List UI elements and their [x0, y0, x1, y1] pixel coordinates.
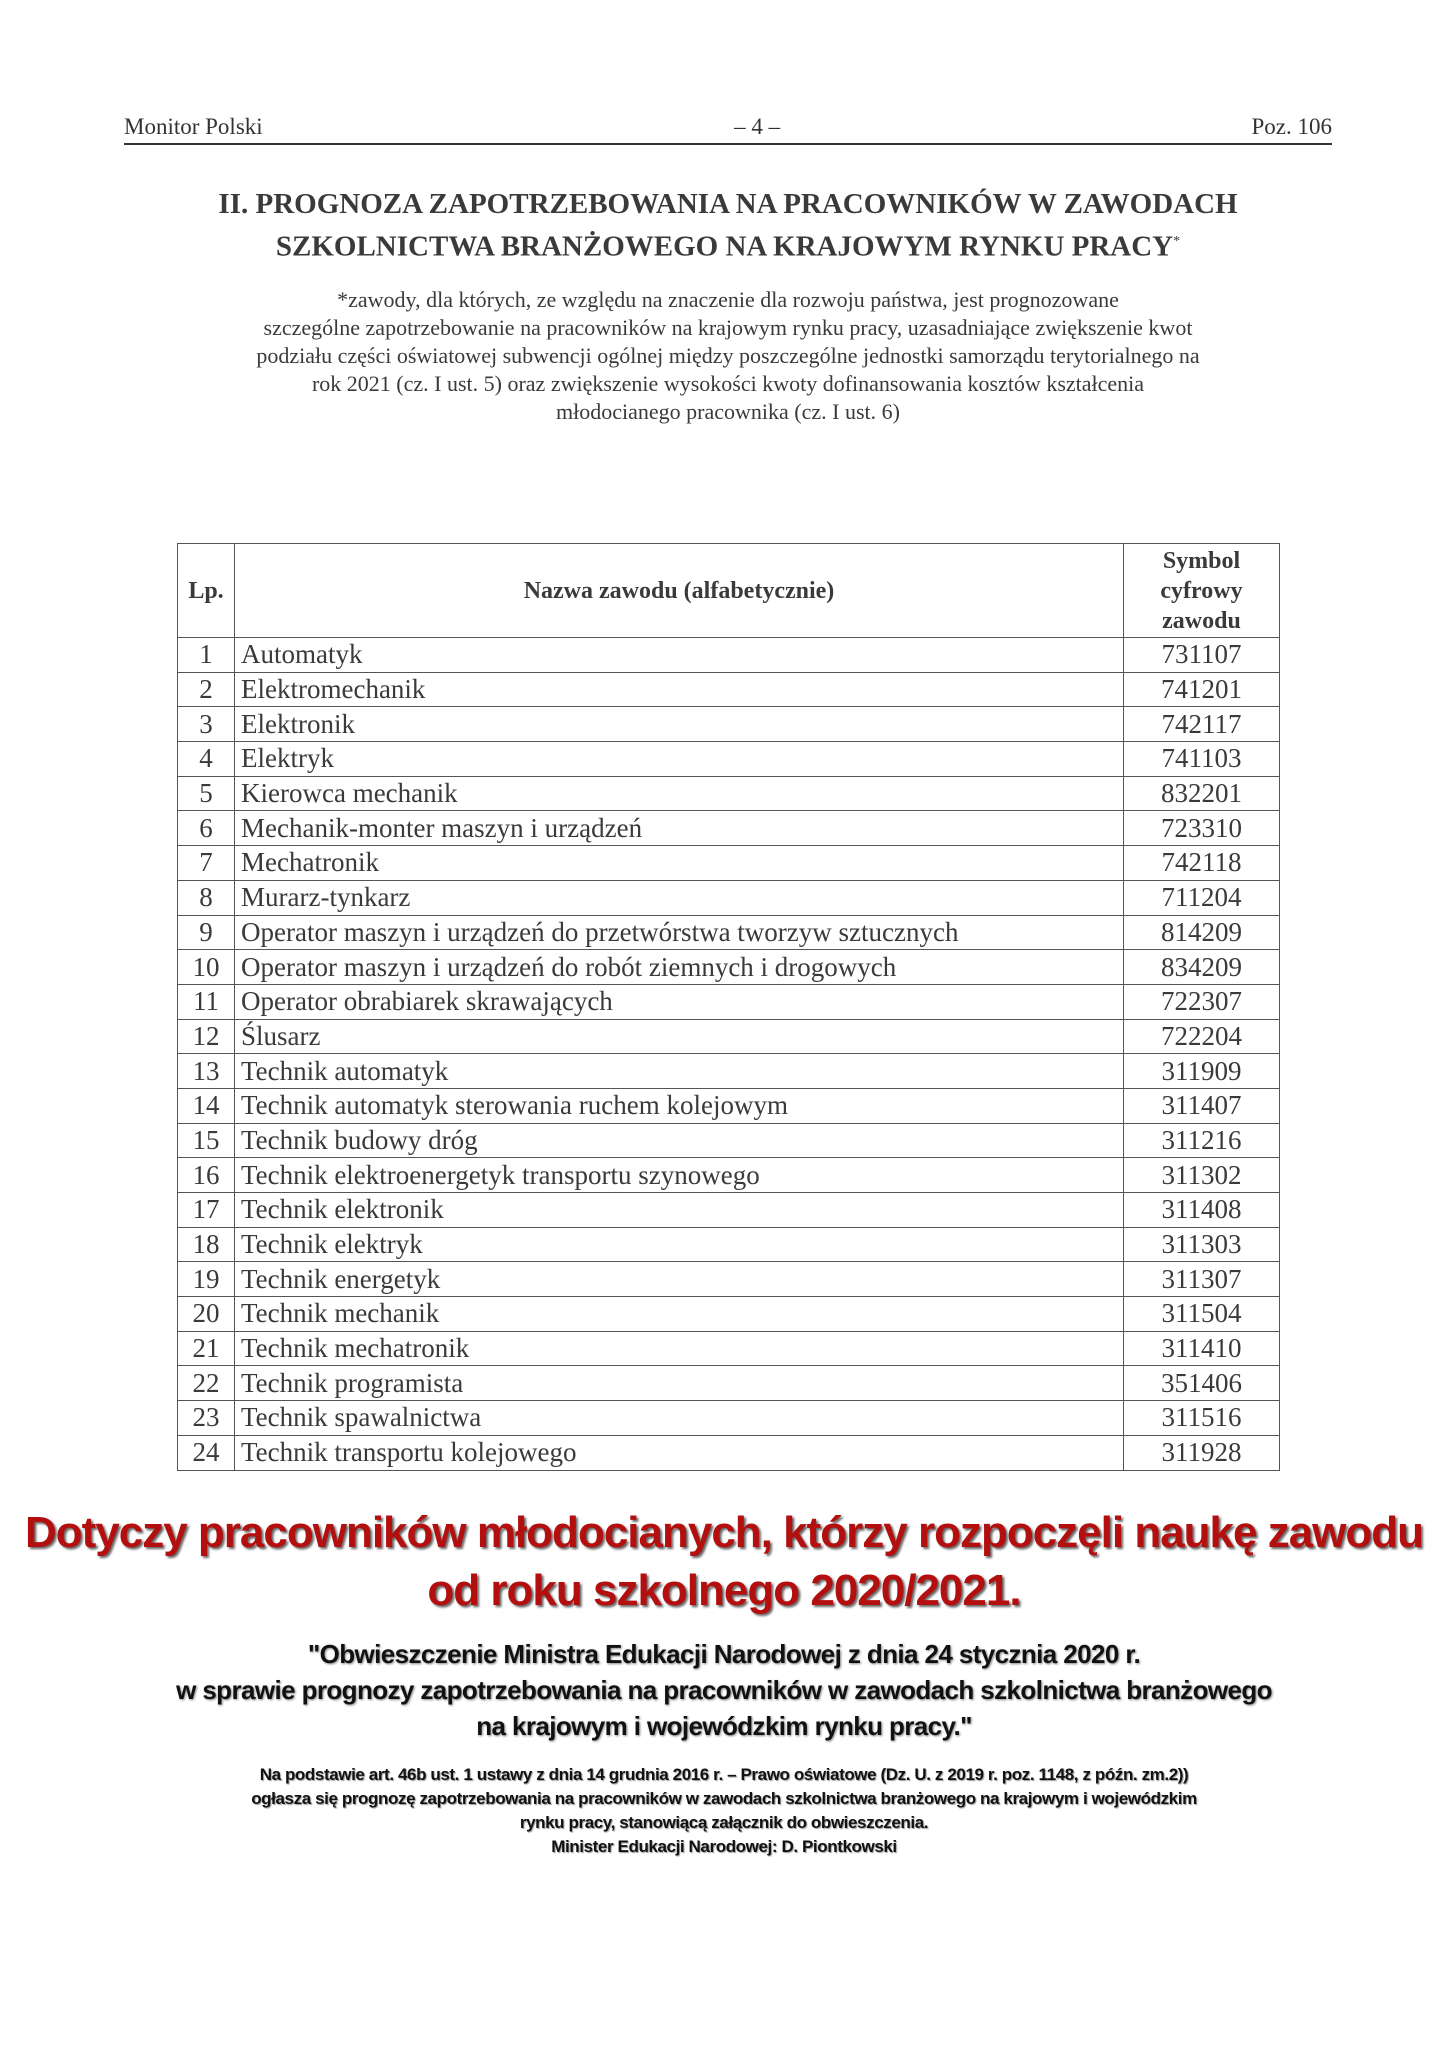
footnote-line: podziału części oświatowej subwencji ogólnej między poszczególne jednostki samorządu terytorialnego na	[256, 343, 1200, 368]
cell-lp: 3	[178, 707, 235, 742]
header-symbol	[1124, 544, 1280, 638]
cell-name: Elektronik	[235, 707, 1124, 742]
cell-symbol: 311928	[1124, 1435, 1280, 1470]
cell-lp: 9	[178, 915, 235, 950]
cell-symbol: 722204	[1124, 1019, 1280, 1054]
table-row	[178, 1227, 1280, 1262]
red-notice	[0, 1504, 1448, 1620]
cell-lp: 12	[178, 1019, 235, 1054]
header-symbol-line: cyfrowy	[1160, 577, 1243, 604]
table-row	[178, 1262, 1280, 1297]
header-lp: Lp.	[178, 544, 235, 638]
cell-name: Technik budowy dróg	[235, 1123, 1124, 1158]
cell-symbol: 814209	[1124, 915, 1280, 950]
citation-line-1: "Obwieszczenie Ministra Edukacji Narodowej z dnia 24 stycznia 2020 r.	[307, 1639, 1141, 1669]
cell-name: Operator maszyn i urządzeń do robót ziemnych i drogowych	[235, 950, 1124, 985]
cell-lp: 13	[178, 1054, 235, 1089]
cell-symbol: 731107	[1124, 638, 1280, 673]
cell-symbol: 741201	[1124, 672, 1280, 707]
cell-symbol: 742117	[1124, 707, 1280, 742]
footnote	[190, 286, 1266, 426]
professions-table	[177, 543, 1280, 1471]
table-row	[178, 1088, 1280, 1123]
table-row	[178, 1331, 1280, 1366]
page-header	[124, 114, 1332, 145]
cell-symbol: 311302	[1124, 1158, 1280, 1193]
table-row	[178, 1366, 1280, 1401]
citation-line-3: na krajowym i wojewódzkim rynku pracy."	[476, 1711, 972, 1741]
minister-signature: Minister Edukacji Narodowej: D. Piontkowski	[551, 1837, 897, 1856]
cell-name: Operator maszyn i urządzeń do przetwórstwa tworzyw sztucznych	[235, 915, 1124, 950]
position-number: Poz. 106	[1251, 114, 1332, 139]
table-row	[178, 880, 1280, 915]
cell-symbol: 311516	[1124, 1401, 1280, 1436]
page-number: – 4 –	[734, 114, 781, 139]
header-symbol-line: Symbol	[1162, 547, 1241, 574]
cell-name: Automatyk	[235, 638, 1124, 673]
cell-name: Operator obrabiarek skrawających	[235, 984, 1124, 1019]
table-row	[178, 742, 1280, 777]
cell-lp: 8	[178, 880, 235, 915]
footnote-line: *zawody, dla których, ze względu na znaczenie dla rozwoju państwa, jest prognozowane	[337, 287, 1119, 312]
footnote-line: młodocianego pracownika (cz. I ust. 6)	[556, 399, 900, 424]
cell-symbol: 832201	[1124, 776, 1280, 811]
citation-line-2: w sprawie prognozy zapotrzebowania na pracowników w zawodach szkolnictwa branżowego	[176, 1675, 1272, 1705]
cell-name: Elektromechanik	[235, 672, 1124, 707]
cell-symbol: 351406	[1124, 1366, 1280, 1401]
cell-symbol: 311407	[1124, 1088, 1280, 1123]
cell-name: Ślusarz	[235, 1019, 1124, 1054]
cell-symbol: 311303	[1124, 1227, 1280, 1262]
table-row	[178, 811, 1280, 846]
cell-lp: 2	[178, 672, 235, 707]
cell-lp: 17	[178, 1193, 235, 1228]
cell-lp: 15	[178, 1123, 235, 1158]
cell-lp: 22	[178, 1366, 235, 1401]
cell-symbol: 311216	[1124, 1123, 1280, 1158]
cell-name: Technik automatyk sterowania ruchem kolejowym	[235, 1088, 1124, 1123]
cell-symbol: 711204	[1124, 880, 1280, 915]
cell-lp: 20	[178, 1297, 235, 1332]
cell-lp: 1	[178, 638, 235, 673]
table-row	[178, 950, 1280, 985]
cell-name: Technik automatyk	[235, 1054, 1124, 1089]
cell-lp: 24	[178, 1435, 235, 1470]
table-row	[178, 1054, 1280, 1089]
cell-name: Kierowca mechanik	[235, 776, 1124, 811]
notice-line-1: Dotyczy pracowników młodocianych, którzy rozpoczęli naukę zawodu	[24, 1508, 1424, 1557]
cell-symbol: 722307	[1124, 984, 1280, 1019]
cell-name: Technik transportu kolejowego	[235, 1435, 1124, 1470]
table-row	[178, 915, 1280, 950]
table-row	[178, 1158, 1280, 1193]
footnote-line: szczególne zapotrzebowanie na pracowników na krajowym rynku pracy, uzasadniające zwiększenie kwot	[263, 315, 1193, 340]
table-header-row	[178, 544, 1280, 638]
cell-lp: 23	[178, 1401, 235, 1436]
cell-lp: 7	[178, 846, 235, 881]
cell-symbol: 723310	[1124, 811, 1280, 846]
title-line-2	[124, 223, 1332, 266]
cell-name: Technik elektroenergetyk transportu szynowego	[235, 1158, 1124, 1193]
cell-lp: 4	[178, 742, 235, 777]
cell-name: Technik elektronik	[235, 1193, 1124, 1228]
table-row	[178, 984, 1280, 1019]
cell-lp: 19	[178, 1262, 235, 1297]
cell-name: Technik elektryk	[235, 1227, 1124, 1262]
table-row	[178, 1401, 1280, 1436]
cell-name: Murarz-tynkarz	[235, 880, 1124, 915]
cell-symbol: 311909	[1124, 1054, 1280, 1089]
header-name: Nazwa zawodu (alfabetycznie)	[235, 544, 1124, 638]
cell-lp: 10	[178, 950, 235, 985]
cell-lp: 14	[178, 1088, 235, 1123]
title-line-1: II. PROGNOZA ZAPOTRZEBOWANIA NA PRACOWNIKÓW W ZAWODACH	[218, 188, 1238, 220]
table-row	[178, 776, 1280, 811]
table-row	[178, 846, 1280, 881]
cell-name: Technik mechatronik	[235, 1331, 1124, 1366]
publication-name: Monitor Polski	[124, 114, 263, 139]
legal-basis	[0, 1763, 1448, 1859]
cell-symbol: 834209	[1124, 950, 1280, 985]
table-row	[178, 638, 1280, 673]
table-row	[178, 1435, 1280, 1470]
table-body	[178, 638, 1280, 1471]
cell-name: Mechatronik	[235, 846, 1124, 881]
title-line-2-text: SZKOLNICTWA BRANŻOWEGO NA KRAJOWYM RYNKU PRACY	[275, 230, 1174, 263]
cell-symbol: 311504	[1124, 1297, 1280, 1332]
section-title	[124, 185, 1332, 266]
cell-lp: 5	[178, 776, 235, 811]
cell-name: Technik mechanik	[235, 1297, 1124, 1332]
header-symbol-line: zawodu	[1162, 607, 1241, 634]
cell-symbol: 742118	[1124, 846, 1280, 881]
cell-name: Elektryk	[235, 742, 1124, 777]
cell-symbol: 311410	[1124, 1331, 1280, 1366]
cell-name: Technik programista	[235, 1366, 1124, 1401]
notice-line-2: od roku szkolnego 2020/2021.	[427, 1566, 1021, 1615]
cell-name: Technik energetyk	[235, 1262, 1124, 1297]
cell-symbol: 311408	[1124, 1193, 1280, 1228]
footnote-line: rok 2021 (cz. I ust. 5) oraz zwiększenie wysokości kwoty dofinansowania kosztów kształcenia	[311, 371, 1145, 396]
cell-lp: 6	[178, 811, 235, 846]
basis-line-1: Na podstawie art. 46b ust. 1 ustawy z dnia 14 grudnia 2016 r. – Prawo oświatowe (Dz. U. z 2019 r. poz. 1148, z późn. zm.2))	[259, 1765, 1189, 1784]
table-row	[178, 1123, 1280, 1158]
cell-lp: 11	[178, 984, 235, 1019]
table-row	[178, 672, 1280, 707]
cell-lp: 18	[178, 1227, 235, 1262]
basis-line-3: rynku pracy, stanowiącą załącznik do obwieszczenia.	[519, 1813, 929, 1832]
cell-symbol: 311307	[1124, 1262, 1280, 1297]
citation	[0, 1636, 1448, 1744]
table-row	[178, 1019, 1280, 1054]
table-row	[178, 707, 1280, 742]
table-row	[178, 1297, 1280, 1332]
cell-lp: 16	[178, 1158, 235, 1193]
cell-name: Mechanik-monter maszyn i urządzeń	[235, 811, 1124, 846]
cell-name: Technik spawalnictwa	[235, 1401, 1124, 1436]
table-row	[178, 1193, 1280, 1228]
cell-symbol: 741103	[1124, 742, 1280, 777]
basis-line-2: ogłasza się prognozę zapotrzebowania na pracowników w zawodach szkolnictwa branżowego na krajowym i wojewódzkim	[251, 1789, 1197, 1808]
footnote-marker: *	[1173, 234, 1181, 249]
cell-lp: 21	[178, 1331, 235, 1366]
